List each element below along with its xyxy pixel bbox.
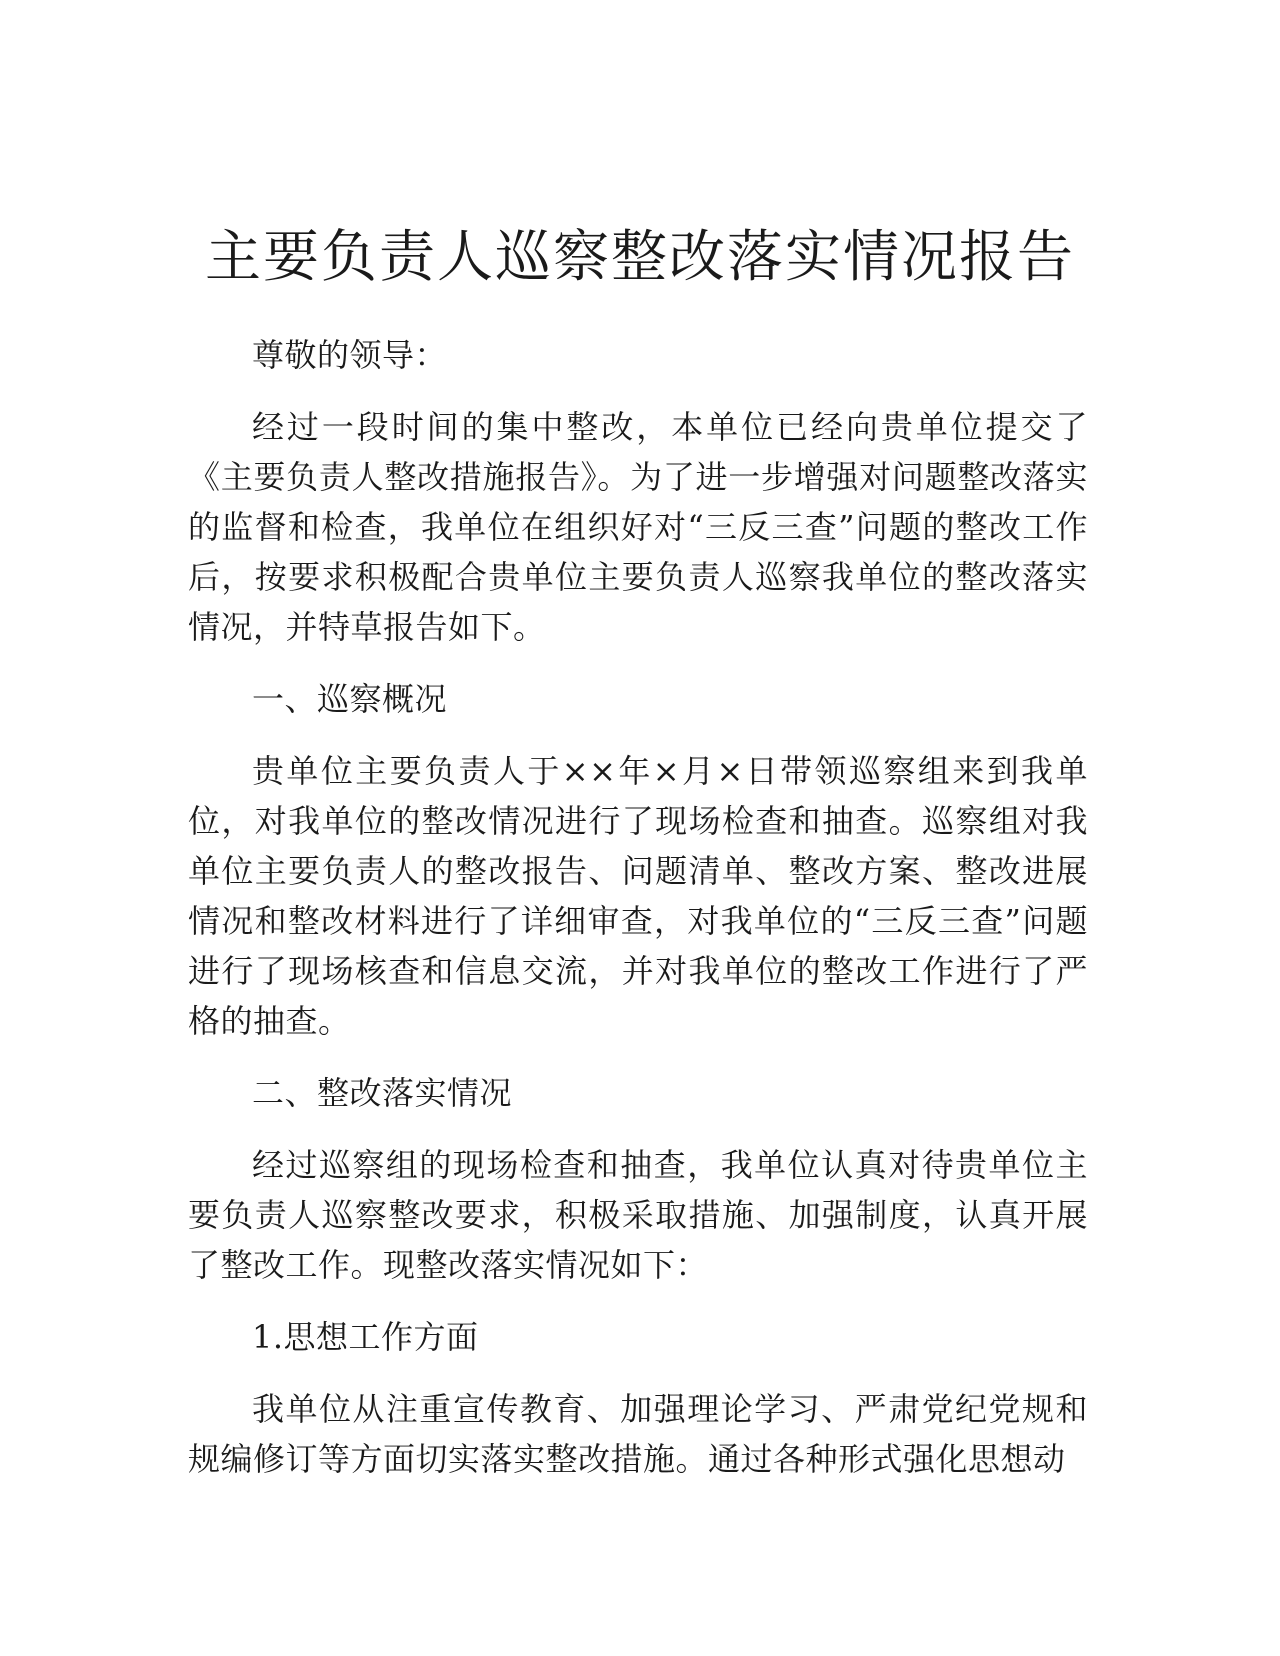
section-heading-rectification: 二、整改落实情况	[252, 1074, 513, 1112]
overview-paragraph: 贵单位主要负责人于××年×月×日带领巡察组来到我单位，对我单位的整改情况进行了现场检查和抽查。巡察组对我单位主要负责人的整改报告、问题清单、整改方案、整改进展情况和整改材料进行了详细审查，对我单位的“三反三查”问题进行了现场核查和信息交流，并对我单位的整改工作进行了严格的抽查。	[188, 752, 1088, 1040]
rectification-paragraph: 经过巡察组的现场检查和抽查，我单位认真对待贵单位主要负责人巡察整改要求，积极采取措施、加强制度，认真开展了整改工作。现整改落实情况如下：	[188, 1146, 1088, 1284]
subsection-heading-ideology: 1.思想工作方面	[252, 1318, 479, 1356]
intro-paragraph: 经过一段时间的集中整改，本单位已经向贵单位提交了《主要负责人整改措施报告》。为了进一步增强对问题整改落实的监督和检查，我单位在组织好对“三反三查”问题的整改工作后，按要求积极配合贵单位主要负责人巡察我单位的整改落实情况，并特草报告如下。	[188, 408, 1088, 646]
section-heading-overview: 一、巡察概况	[252, 680, 448, 718]
ideology-paragraph: 我单位从注重宣传教育、加强理论学习、严肃党纪党规和规编修订等方面切实落实整改措施。通过各种形式强化思想动	[188, 1390, 1088, 1478]
document-title: 主要负责人巡察整改落实情况报告	[205, 225, 1075, 290]
document-body	[188, 330, 1088, 1506]
salutation: 尊敬的领导：	[252, 336, 448, 374]
